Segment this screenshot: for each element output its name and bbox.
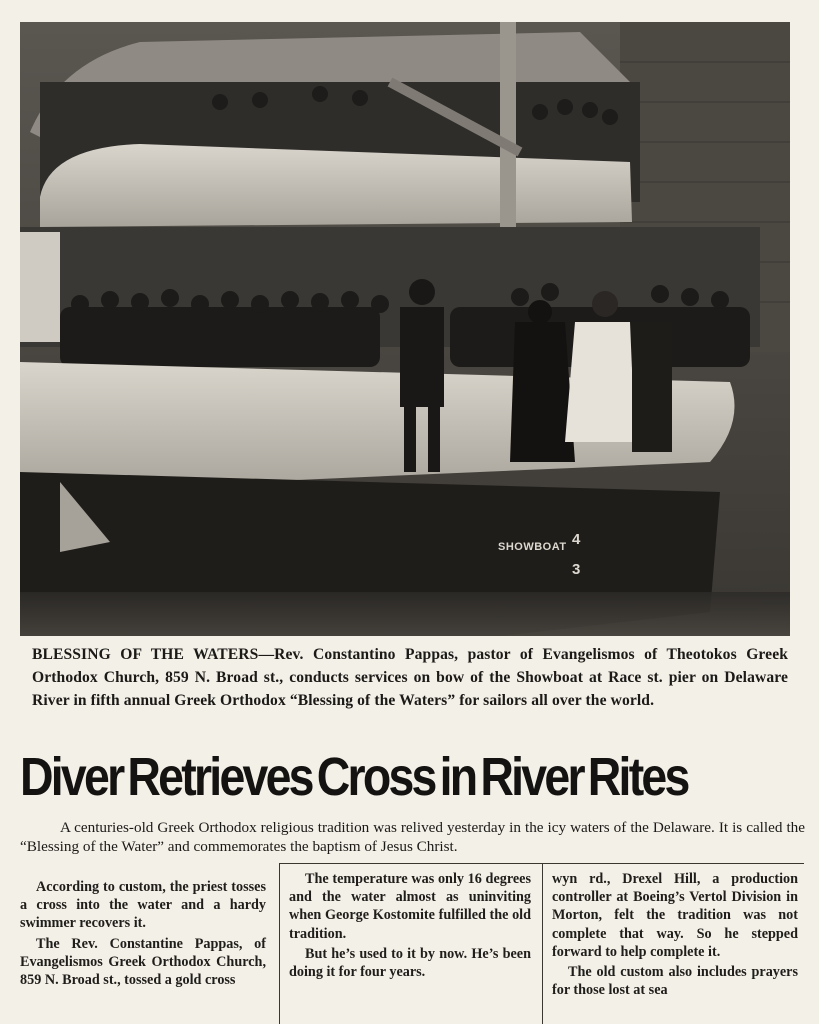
headline: Diver Retrieves Cross in River Rites: [20, 747, 688, 807]
article-column-3: [552, 870, 798, 999]
lede-paragraph: [20, 818, 805, 856]
draft-mark-4: 4: [572, 531, 581, 548]
draft-mark-3: 3: [572, 561, 581, 578]
col2-paragraph-2: But he’s used to it by now. He’s been doing it for four years.: [289, 945, 531, 981]
lede-text: A centuries-old Greek Orthodox religious tradition was relived yesterday in the icy waters of the Delaware. It is called the “Blessing of the Water” and commemorates the baptism of Jesus Christ.: [20, 819, 805, 855]
article-column-2: [289, 870, 531, 981]
col3-paragraph-2: The old custom also includes prayers for those lost at sea: [552, 964, 798, 999]
col1-paragraph-1: According to custom, the priest tosses a cross into the water and a hardy swimmer recovers it.: [20, 879, 266, 932]
article-column-1: [20, 878, 266, 989]
column-rule-2: [542, 863, 543, 1024]
col2-paragraph-1: The temperature was only 16 degrees and the water almost as uninviting when George Kostomite fulfilled the old tradition.: [289, 871, 531, 942]
col3-paragraph-1: wyn rd., Drexel Hill, a production controller at Boeing’s Vertol Division in Morton, felt the tradition was not complete that way. So he stepped forward to help complete it.: [552, 871, 798, 960]
showboat-photo-illustration: [20, 22, 790, 636]
river-water: [20, 592, 790, 636]
caption-text: Rev. Constantino Pappas, pastor of Evangelismos of Theotokos Greek Orthodox Church, 859 N. Broad st., conducts services on bow of the Showboat at Race st. pier on Delaware River in fifth annual Greek Orthodox “Blessing of the Waters” for sailors all over the world.: [32, 646, 788, 709]
photo-caption: [32, 643, 788, 712]
caption-lead: BLESSING OF THE WATERS—: [32, 646, 275, 663]
column-rule-1: [279, 863, 280, 1024]
col1-paragraph-2: The Rev. Constantine Pappas, of Evangelismos Greek Orthodox Church, 859 N. Broad st., tossed a gold cross: [20, 935, 266, 989]
news-photo: [20, 22, 790, 636]
hull-lettering: SHOWBOAT: [498, 541, 567, 553]
